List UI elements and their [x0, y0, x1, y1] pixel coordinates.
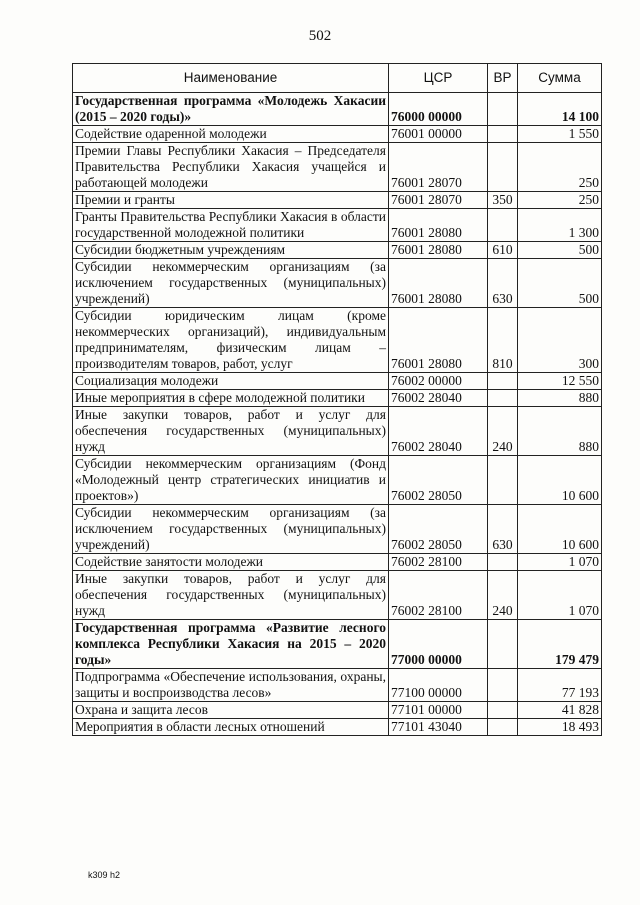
cell-csr: 76001 28080 [389, 242, 488, 259]
cell-vr [488, 373, 518, 390]
cell-csr: 77100 00000 [389, 669, 488, 702]
cell-sum: 880 [518, 407, 602, 456]
cell-sum: 250 [518, 192, 602, 209]
table-row [73, 126, 602, 143]
cell-name: Мероприятия в области лесных отношений [73, 719, 389, 736]
cell-sum: 10 600 [518, 505, 602, 554]
cell-name: Субсидии некоммерческим организациям (за исключением государственных (муниципальных) учреждений) [73, 259, 389, 308]
table-row [73, 93, 602, 126]
cell-sum: 41 828 [518, 702, 602, 719]
table-row [73, 407, 602, 456]
cell-csr: 76002 28040 [389, 407, 488, 456]
table-row [73, 143, 602, 192]
cell-csr: 76002 00000 [389, 373, 488, 390]
table-row [73, 192, 602, 209]
table-row [73, 554, 602, 571]
cell-csr: 77101 43040 [389, 719, 488, 736]
cell-vr: 630 [488, 505, 518, 554]
cell-sum: 1 550 [518, 126, 602, 143]
cell-vr [488, 143, 518, 192]
cell-sum: 179 479 [518, 620, 602, 669]
cell-sum: 1 070 [518, 571, 602, 620]
cell-name: Субсидии некоммерческим организациям (Фонд «Молодежный центр стратегических инициатив и проектов») [73, 456, 389, 505]
table-row [73, 620, 602, 669]
cell-sum: 14 100 [518, 93, 602, 126]
cell-vr [488, 126, 518, 143]
cell-vr [488, 93, 518, 126]
header-csr: ЦСР [389, 64, 488, 93]
table-row [73, 571, 602, 620]
cell-csr: 76001 28070 [389, 192, 488, 209]
table-body [73, 93, 602, 736]
cell-vr [488, 456, 518, 505]
table-header-row [73, 64, 602, 93]
cell-csr: 76001 28080 [389, 259, 488, 308]
cell-sum: 1 300 [518, 209, 602, 242]
cell-vr: 810 [488, 308, 518, 373]
table-row [73, 669, 602, 702]
cell-vr [488, 554, 518, 571]
cell-vr: 240 [488, 407, 518, 456]
cell-name: Содействие одаренной молодежи [73, 126, 389, 143]
cell-name: Премии Главы Республики Хакасия – Председателя Правительства Республики Хакасия учащейся и работающей молодежи [73, 143, 389, 192]
table-row [73, 702, 602, 719]
cell-name: Содействие занятости молодежи [73, 554, 389, 571]
table-row [73, 390, 602, 407]
budget-table [72, 63, 602, 736]
cell-name: Охрана и защита лесов [73, 702, 389, 719]
cell-vr: 610 [488, 242, 518, 259]
cell-sum: 880 [518, 390, 602, 407]
cell-sum: 300 [518, 308, 602, 373]
page-number: 502 [308, 28, 332, 44]
cell-csr: 77000 00000 [389, 620, 488, 669]
cell-sum: 500 [518, 242, 602, 259]
cell-vr [488, 620, 518, 669]
table-row [73, 308, 602, 373]
table-row [73, 719, 602, 736]
cell-sum: 1 070 [518, 554, 602, 571]
cell-vr [488, 209, 518, 242]
table-row [73, 259, 602, 308]
cell-name: Подпрограмма «Обеспечение использования, охраны, защиты и воспроизводства лесов» [73, 669, 389, 702]
cell-sum: 18 493 [518, 719, 602, 736]
cell-csr: 76001 00000 [389, 126, 488, 143]
cell-csr: 76001 28080 [389, 209, 488, 242]
cell-sum: 500 [518, 259, 602, 308]
cell-csr: 76002 28100 [389, 571, 488, 620]
cell-name: Субсидии юридическим лицам (кроме некоммерческих организаций), индивидуальным предпринимателям, физическим лицам – производителям товаров, работ, услуг [73, 308, 389, 373]
cell-csr: 76002 28050 [389, 505, 488, 554]
cell-name: Иные мероприятия в сфере молодежной политики [73, 390, 389, 407]
cell-name: Государственная программа «Молодежь Хакасии (2015 – 2020 годы)» [73, 93, 389, 126]
table-row [73, 456, 602, 505]
header-sum: Сумма [518, 64, 602, 93]
cell-vr: 630 [488, 259, 518, 308]
table-row [73, 505, 602, 554]
cell-vr: 240 [488, 571, 518, 620]
header-vr: ВР [488, 64, 518, 93]
cell-vr [488, 669, 518, 702]
table-row [73, 373, 602, 390]
cell-sum: 250 [518, 143, 602, 192]
cell-name: Государственная программа «Развитие лесного комплекса Республики Хакасия на 2015 – 2020 годы» [73, 620, 389, 669]
table-row [73, 242, 602, 259]
cell-name: Иные закупки товаров, работ и услуг для обеспечения государственных (муниципальных) нужд [73, 407, 389, 456]
cell-vr: 350 [488, 192, 518, 209]
cell-vr [488, 390, 518, 407]
cell-csr: 77101 00000 [389, 702, 488, 719]
cell-vr [488, 702, 518, 719]
cell-name: Социализация молодежи [73, 373, 389, 390]
cell-name: Иные закупки товаров, работ и услуг для обеспечения государственных (муниципальных) нужд [73, 571, 389, 620]
cell-sum: 10 600 [518, 456, 602, 505]
cell-name: Субсидии бюджетным учреждениям [73, 242, 389, 259]
cell-csr: 76002 28040 [389, 390, 488, 407]
cell-csr: 76001 28080 [389, 308, 488, 373]
cell-name: Премии и гранты [73, 192, 389, 209]
header-name: Наименование [73, 64, 389, 93]
cell-csr: 76000 00000 [389, 93, 488, 126]
table-row [73, 209, 602, 242]
footer-code: k309 h2 [88, 870, 121, 880]
cell-name: Гранты Правительства Республики Хакасия в области государственной молодежной политики [73, 209, 389, 242]
cell-csr: 76002 28100 [389, 554, 488, 571]
cell-csr: 76002 28050 [389, 456, 488, 505]
cell-csr: 76001 28070 [389, 143, 488, 192]
cell-name: Субсидии некоммерческим организациям (за исключением государственных (муниципальных) учреждений) [73, 505, 389, 554]
cell-sum: 77 193 [518, 669, 602, 702]
cell-sum: 12 550 [518, 373, 602, 390]
cell-vr [488, 719, 518, 736]
